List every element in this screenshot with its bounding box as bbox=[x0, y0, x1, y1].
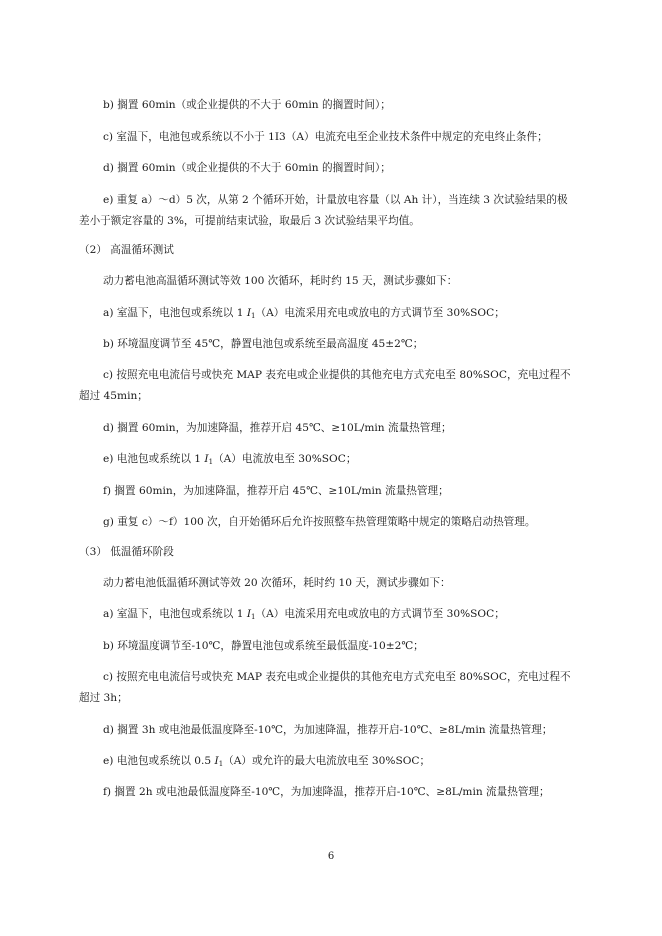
section-2-step-b: b) 环境温度调节至 45℃，静置电池包或系统至最高温度 45±2℃； bbox=[103, 338, 424, 350]
section-3-intro: 动力蓄电池低温循环测试等效 20 次循环，耗时约 10 天，测试步骤如下： bbox=[103, 577, 451, 589]
section-2-step-c: c) 按照充电电流信号或快充 MAP 表充电或企业提供的其他充电方式充电至 80%SOC，充电过程不 bbox=[103, 369, 571, 381]
section-3-step-c-cont: 超过 3h； bbox=[79, 692, 128, 704]
section-3-heading: （3） 低温循环阶段 bbox=[79, 546, 174, 558]
section-2-step-c-cont: 超过 45min； bbox=[79, 390, 148, 402]
section-2-heading: （2） 高温循环测试 bbox=[79, 244, 174, 256]
step-c-charge: c) 室温下，电池包或系统以不小于 1I3（A）电流充电至企业技术条件中规定的充电终止条件； bbox=[103, 131, 548, 143]
section-2-intro: 动力蓄电池高温循环测试等效 100 次循环，耗时约 15 天，测试步骤如下： bbox=[103, 275, 458, 287]
step-e-repeat-cont: 差小于额定容量的 3%，可提前结束试验，取最后 3 次试验结果平均值。 bbox=[79, 215, 420, 227]
section-3-step-b: b) 环境温度调节至-10℃，静置电池包或系统至最低温度-10±2℃； bbox=[103, 640, 424, 652]
section-2-step-e: e) 电池包或系统以 1 $I_1(A)$电流放电至 30%SOC； bbox=[103, 453, 357, 466]
step-d-standby: d) 搁置 60min（或企业提供的不大于 60min 的搁置时间）； bbox=[103, 162, 391, 174]
section-2-step-f: f) 搁置 60min，为加速降温，推荐开启 45℃、≥10L/min 流量热管理； bbox=[103, 485, 449, 497]
section-3-step-a: a) 室温下，电池包或系统以 1 $I_1(A)$电流采用充电或放电的方式调节至 30%SOC； bbox=[103, 608, 505, 621]
section-2-step-a: a) 室温下，电池包或系统以 1 $I_1(A)$电流采用充电或放电的方式调节至 30%SOC； bbox=[103, 307, 505, 320]
section-3-step-c: c) 按照充电电流信号或快充 MAP 表充电或企业提供的其他充电方式充电至 80%SOC，充电过程不 bbox=[103, 671, 571, 683]
section-2-step-d: d) 搁置 60min，为加速降温，推荐开启 45℃、≥10L/min 流量热管理； bbox=[103, 422, 452, 434]
section-3-step-f: f) 搁置 2h 或电池最低温度降至-10℃，为加速降温，推荐开启-10℃、≥8L/min 流量热管理； bbox=[103, 786, 550, 798]
section-3-step-e: e) 电池包或系统以 0.5 $I_1(A)$或允许的最大电流放电至 30%SOC； bbox=[103, 755, 431, 768]
page-number: 6 bbox=[327, 851, 335, 862]
section-2-step-g: g) 重复 c）～f）100 次，自开始循环后允许按照整车热管理策略中规定的策略启动热管理。 bbox=[103, 516, 536, 528]
section-3-step-d: d) 搁置 3h 或电池最低温度降至-10℃，为加速降温，推荐开启-10℃、≥8L/min 流量热管理； bbox=[103, 724, 553, 736]
step-b-standby: b) 搁置 60min（或企业提供的不大于 60min 的搁置时间）； bbox=[103, 99, 391, 111]
step-e-repeat: e) 重复 a）～d）5 次，从第 2 个循环开始，计量放电容量（以 Ah 计），当连续 3 次试验结果的极 bbox=[103, 194, 568, 206]
